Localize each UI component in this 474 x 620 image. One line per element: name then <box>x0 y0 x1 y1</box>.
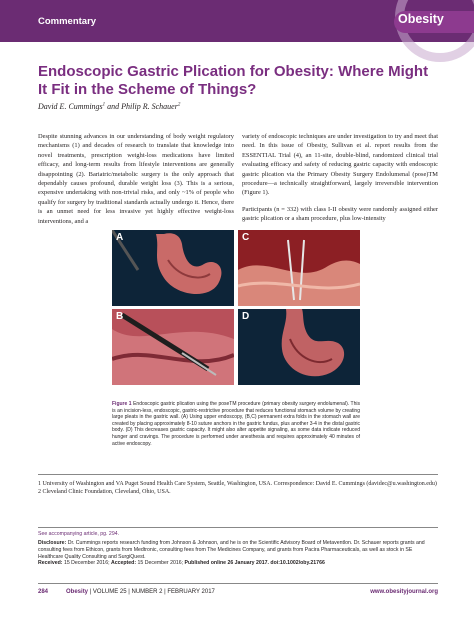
affiliations: 1 University of Washington and VA Puget Sound Health Care System, Seattle, Washington, USA. Correspondence: David E. Cummings (davidec@u.washington.edu) 2 Cleveland Clinic Foundation, Cleveland, Ohio, USA. <box>38 481 437 495</box>
body-paragraph: Participants (n = 332) with class I-II obesity were randomly assigned either gastric plication or a sham procedure, plus low-intensity <box>242 205 438 223</box>
body-paragraph: variety of endoscopic techniques are under investigation to try and meet that need. In this issue of Obesity, Sullivan et al. report results from the ESSENTIAL Trial (4), an 11-site, double-blind, randomized clinical trial evaluating efficacy and safety of reducing gastric capacity with endoscopic gastric plication via the Primary Obesity Surgery Endolumenal (pose)TM procedure—a technically straightforward, largely irreversible intervention (Figure 1). <box>242 133 438 197</box>
received-date: 15 December 2016; <box>62 560 111 566</box>
page-footer <box>38 589 438 595</box>
journal-name: Obesity <box>398 12 444 26</box>
footer-issue: | VOLUME 25 | NUMBER 2 | FEBRUARY 2017 <box>88 589 215 595</box>
author-name: Philip R. Schauer <box>121 102 178 111</box>
footer-journal: Obesity <box>66 589 89 595</box>
accepted-label: Accepted: <box>110 560 137 566</box>
endoscope-illustration <box>112 309 234 385</box>
plicated-stomach-illustration <box>238 309 360 385</box>
journal-url[interactable]: www.obesityjournal.org <box>370 589 438 595</box>
figure-panel-c <box>238 230 360 306</box>
author-affil-marker: 1 <box>102 102 106 108</box>
figure-panel-b <box>112 309 234 385</box>
panel-letter: D <box>242 311 250 322</box>
figure-caption <box>112 401 360 447</box>
stomach-illustration <box>112 230 234 306</box>
author-affil-marker: 2 <box>177 102 181 108</box>
author-conjunction: and <box>105 102 122 111</box>
footer-divider <box>38 583 438 584</box>
panel-letter: A <box>116 232 124 243</box>
footnote-divider <box>38 474 438 475</box>
panel-letter: B <box>116 311 124 322</box>
panel-letter: C <box>242 232 250 243</box>
caption-text: Endoscopic gastric plication using the poseTM procedure (primary obesity surgery endolumenal). This is an incision-less, endoscopic, gastric-restrictive procedure that reduces functional stomach volume by creating large pleats in the gastric wall. (A) Using upper endoscopy, (B,C) permanent extra folds in the stomach wall are created by placing approximately 8-10 suture anchors in the gastric fundus, plus another 3-4 in the distal gastric body. (D) This decreases gastric capacity. It might also alter appetite signaling, as some data indicate reduced hunger and cravings. The procedure is performed under anesthesia and requires approximately 40 minutes of active endoscopy. <box>112 401 360 447</box>
body-column-right <box>242 132 438 224</box>
accepted-date: 15 December 2016; <box>136 560 185 566</box>
disclosure-text: Dr. Cummings reports research funding from Johnson & Johnson, and he is on the Scientific Advisory Board of Metaventlon. Dr. Schauer reports grants and consulting fees from Ethicon, grants from Medtronic, consulting fees from The Medicines Company, and grants from Pacira Pharmaceuticals, as well as stock in SE Healthcare Quality Consulting and SurgiQuest. <box>38 540 425 560</box>
disclosure-label: Disclosure: <box>38 540 67 546</box>
body-column-left <box>38 132 234 226</box>
received-label: Received: <box>38 560 63 566</box>
figure-panel-a <box>112 230 234 306</box>
disclosure <box>38 540 438 561</box>
gastric-wall-illustration <box>238 230 360 306</box>
author-name: David E. Cummings <box>38 102 103 111</box>
figure-panel-d <box>238 309 360 385</box>
author-line <box>38 102 180 111</box>
metadata-divider <box>38 527 438 528</box>
body-paragraph: Despite stunning advances in our understanding of body weight regulatory mechanisms (1) and decades of research to translate that knowledge into novel treatments, prescription weight-loss medications have limited efficacy, and long-term results from lifestyle interventions are generally disappointing (2). Bariatric/metabolic surgery is the only approach that dependably causes profound, durable weight loss (3). This is a serious, expensive undertaking with non-trivial risks, and only ~1% of people who qualify for surgery by traditional standards actually undergo it. Hence, there is an unmet need for less invasive yet highly effective weight-loss interventions, and a <box>38 133 234 225</box>
see-accompanying <box>38 531 438 538</box>
article-title: Endoscopic Gastric Plication for Obesity: Where Might It Fit in the Scheme of Things? <box>38 63 429 98</box>
figure-1 <box>112 230 360 385</box>
dates-line <box>38 560 438 567</box>
published-line: Published online 26 January 2017. doi:10.1002/oby.21766 <box>184 560 325 566</box>
section-label: Commentary <box>38 16 97 27</box>
caption-label: Figure 1 <box>112 401 132 407</box>
page-number: 284 <box>38 589 49 595</box>
see-accompanying-link[interactable]: See accompanying article, pg. 294. <box>38 531 120 537</box>
